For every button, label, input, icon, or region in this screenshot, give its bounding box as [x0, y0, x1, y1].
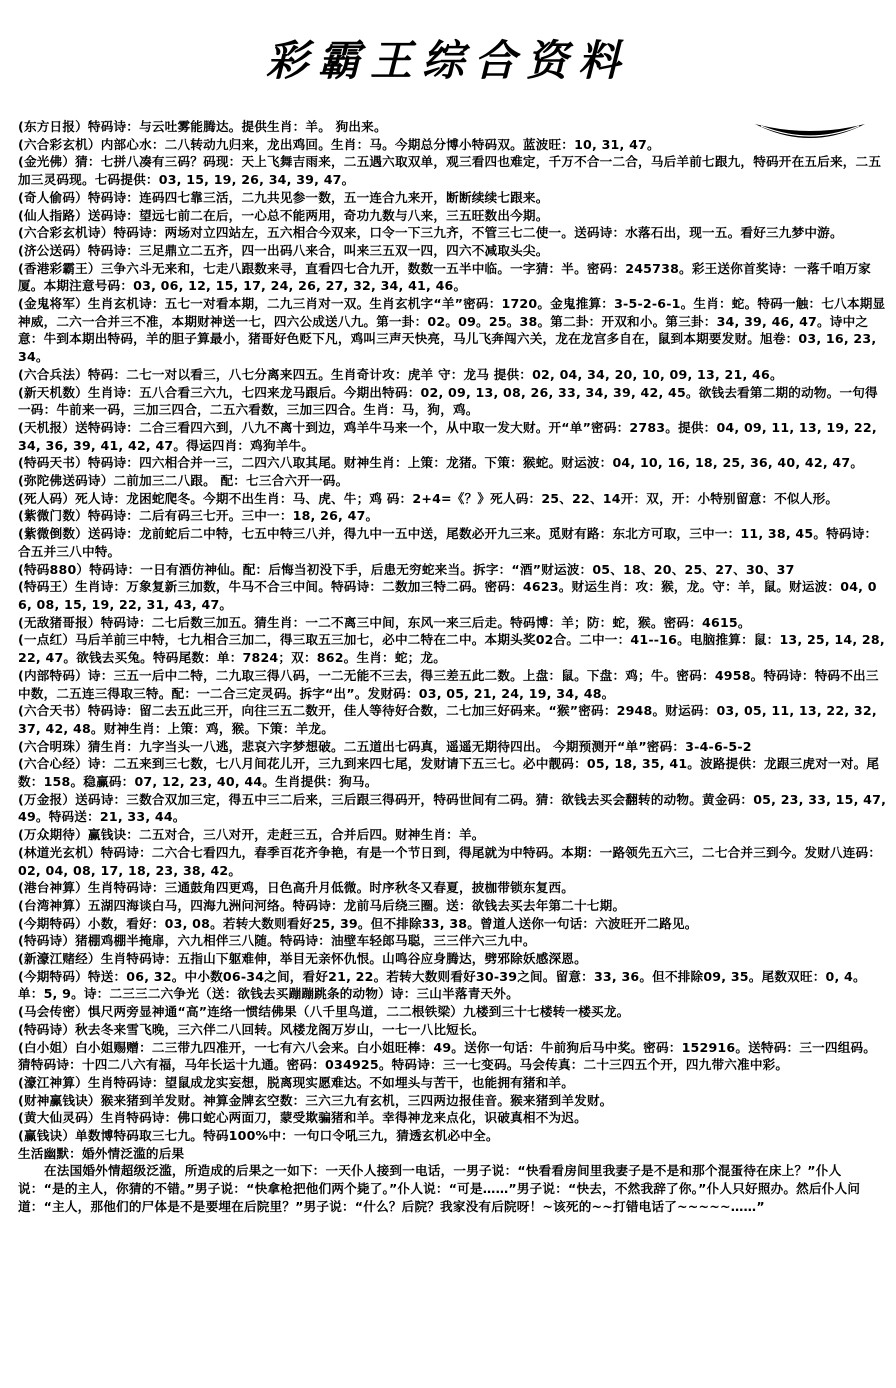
list-item: (万众期待）赢钱诀：二五对合，三八对开，走赶三五，合并后四。财神生肖：羊。	[18, 827, 485, 843]
humor-story	[18, 1145, 888, 1216]
list-item: (特码880）特码诗：一日有酒仿神仙。配：后悔当初没下手，后患无穷蛇来当。拆字：“酒”财运波：05、18、20、25、27、30、37	[18, 561, 795, 577]
list-item: (无敌猪哥报）特码诗：二七后数三加五。猜生肖：一二不离三中间，东风一来三后走。特码博：羊；防：蛇，猴。密码：4615。	[18, 614, 751, 630]
story-body: 在法国婚外情超级泛滥，所造成的后果之一如下：一天仆人接到一电话，一男子说：“快看看房间里我妻子是不是和那个混蛋待在床上？”仆人说：“是的主人，你猜的不错。”男子说：“快拿枪把他们两个毙了。”仆人说：“可是……”男子说：“快去，不然我辞了你。”仆人只好照办。然后仆人问道：“主人，那他们的尸体是不是要埋在后院里？”男子说：“什么？后院？我家没有后院呀！~该死的~~打错电话了~~~~~……”	[18, 1163, 861, 1214]
page-title: 彩霸王综合资料	[265, 36, 630, 85]
list-item: (弥陀佛送码诗）二前加三二八跟。 配：七三合六开一码。	[18, 473, 349, 489]
list-item: (林道光玄机）特码诗：二六合七看四九，春季百花齐争艳，有是一个节日到，得尾就为中特码。本期：一路领先五六三，二七合并三到今。发财八连码：02, 04, 08, 17, 18, 23, 38, 42。	[18, 844, 882, 878]
list-item: (六合兵法）特码：二七一对以看三，八七分离来四五。生肖奇计攻：虎羊 守：龙马 提供：02, 04, 34, 20, 10, 09, 13, 21, 46。	[18, 366, 783, 382]
list-item: (奇人偷码）特码诗：连码四七靠三活，二九共见参一数，五一连合九来开，断断续续七跟来。	[18, 189, 549, 205]
list-item: (今期特码）小数，看好：03, 08。若转大数则看好25, 39。但不排除33, 38。曾道人送你一句话：六波旺开二路见。	[18, 915, 698, 931]
list-item: (特码诗）秋去冬来雪飞晚，三六伴二八回转。风楼龙阁万岁山，一七一八比短长。	[18, 1021, 485, 1037]
list-item: (台湾神算）五湖四海谈白马，四海九洲问河络。特码诗：龙前马后绕三圈。送：欲钱去买去年第二十七期。	[18, 897, 626, 913]
list-item: (金光佛）猜：七拼八凑有三码？码现：天上飞舞吉雨来，二五遇六取双单，观三看四也难定，千万不合一二合，马后羊前七跟九，特码开在五后来，二五加三灵码现。七码提供：03, 15, 19, 26, 34, 39, 47。	[18, 154, 882, 188]
list-item: (港台神算）生肖特码诗：三通鼓角四更鸡，日色高升月低微。时序秋冬又春夏，披枷带锁东复西。	[18, 880, 575, 896]
list-item: (马会传密）惧尺两旁显神通“高”连络一惯结佛果（八千里鸟道，二二根铁梁）九楼到三十七楼转一楼买龙。	[18, 1004, 630, 1020]
list-item: (六合彩玄机诗）特码诗：两场对立四站左，五六相合今双来，口令一下三九齐，不管三七二使一。送码诗：水落石出，现一五。看好三九梦中游。	[18, 225, 843, 241]
list-item: (一点红）马后羊前三中特，七九相合三加二，得三取五三加七，必中二特在二中。本期头奖02合。二中一：41--16。电脑推算：鼠：13, 25, 14, 28, 22, 47。欲钱去买兔。特码尾数：单：7824；双：862。生肖：蛇；龙。	[18, 632, 885, 666]
list-item: (紫微倒数）送码诗：龙前蛇后二中特，七五中特三八并，得九中一五中送，尾数必开九三来。觅财有路：东北方可取，三中一：11, 38, 45。特码诗：合五并三八中特。	[18, 526, 878, 559]
entry-list	[18, 118, 888, 1145]
story-heading: 生活幽默：婚外情泛滥的后果	[18, 1145, 185, 1161]
list-item: (黄大仙灵码）生肖特码诗：佛口蛇心两面刀，蒙受欺骗猪和羊。幸得神龙来点化，识破真相不为迟。	[18, 1110, 587, 1126]
list-item: (万金报）送码诗：三数合双加三定，得五中三二后来，三后跟三得码开，特码世间有二码。猜：欲钱去买会翻转的动物。黄金码：05, 23, 33, 15, 47, 49。特码送：21, 33, 44。	[18, 791, 887, 825]
list-item: (特码天书）特码诗：四六相合并一三，二四六八取其尾。财神生肖：上策：龙猪。下策：猴蛇。财运波：04, 10, 16, 18, 25, 36, 40, 42, 47。	[18, 455, 864, 471]
list-item: (仙人指路）送码诗：望远七前二在后，一心总不能两用，奇功九数与八来，三五旺数出今期。	[18, 207, 549, 223]
list-item: (死人码）死人诗：龙困蛇爬冬。今期不出生肖：马、虎、牛；鸡 码：2+4=《？》死人码：25、22、14开：双，开：小特别留意：不似人形。	[18, 490, 839, 506]
list-item: (新天机数）生肖诗：五八合看三六九，七四来龙马跟后。今期出特码：02, 09, 13, 08, 26, 33, 34, 39, 42, 45。欲钱去看第二期的动物。一句得一码：牛前来一码，三加三四合，二五六看数，三加三四合。生肖：马，狗，鸡。	[18, 384, 878, 418]
list-item: (财神赢钱诀）猴来猪到羊发财。神算金牌玄空数：三六三九有玄机，三四两边报佳音。猴来猪到羊发财。	[18, 1092, 613, 1108]
list-item: (六合彩玄机）内部心水：二八转动九归来，龙出鸡回。生肖：马。今期总分博小特码双。蓝波旺：10, 31, 47。	[18, 136, 660, 152]
list-item: (紫微门数）特码诗：二后有码三七开。三中一：18, 26, 47。	[18, 508, 379, 524]
list-item: (白小姐）白小姐赐赠：二三带九四准开，一七有六八会来。白小姐旺棒：49。送你一句话：牛前狗后马中奖。密码：152916。送特码：三一四组码。猜特码诗：十四二八六有福，马年长运十九通。密码：034925。特码诗：三一七变码。马会传真：二十三四五个开，四九带六准中彩。	[18, 1039, 877, 1073]
list-item: (香港彩霸王）三争六斗无来和，七走八跟数来寻，直看四七合九开，数数一五半中临。一字猜：半。密码：245738。彩王送你首奖诗：一落千咱万家厦。本期注意号码：03, 06, 12, 15, 17, 24, 26, 27, 32, 34, 41, 46。	[18, 260, 871, 294]
list-item: (济公送码）特码诗：三足鼎立二五齐，四一出码八来合，叫来三五双一四，四六不减取头尖。	[18, 242, 549, 258]
list-item: (特码诗）猪棚鸡棚半掩扉，六九相伴三八随。特码诗：油壁车轻郎马聪，三三伴六三九中。	[18, 933, 536, 949]
list-item: (六合心经）诗：二五来到三七数，七八月间花儿开，三九到来四七尾，发财请下五三七。必中靓码：05, 18, 35, 41。波路提供：龙跟三虎对一对。尾数：158。稳赢码：07, 12, 23, 40, 44。生肖提供：狗马。	[18, 756, 880, 790]
list-item: (东方日报）特码诗：与云吐雾能腾达。提供生肖：羊。 狗出来。	[18, 119, 387, 134]
list-item: (新濠江赌经）生肖特码诗：五指山下躯难伸，举目无亲怀仇恨。山鸣谷应身腾达，劈邪除妖感深恩。	[18, 951, 587, 967]
list-item: (今期特码）特送：06, 32。中小数06-34之间，看好21, 22。若转大数则看好30-39之间。留意：33, 36。但不排除09, 35。尾数双旺：0, 4。单：5, 9。诗：二三三二六争光（送：欲钱去买蹦蹦跳条的动物）诗：三山半落青天外。	[18, 968, 866, 1002]
list-item: (六合明珠）猜生肖：九字当头一八逃，悲哀六字梦想破。二五道出七码真，遥遥无期待四出。 今期预测开“单”密码：3-4-6-5-2	[18, 738, 752, 754]
list-item: (濠江神算）生肖特码诗：望鼠成龙实妄想，脱离现实愿难达。不如埋头与苦干，也能拥有猪和羊。	[18, 1074, 575, 1090]
list-item: (特码王）生肖诗：万象复新三加数，牛马不合三中间。特码诗：二数加三特二码。密码：4623。财运生肖：攻：猴，龙。守：羊，鼠。财运波：04, 06, 08, 15, 19, 22, 31, 43, 47。	[18, 579, 877, 612]
main-content	[18, 118, 888, 1216]
list-item: (赢钱诀）单数博特码取三七九。特码100%中：一句口令吼三九，猜透玄机必中全。	[18, 1128, 499, 1144]
list-item: (金鬼将军）生肖玄机诗：五七一对看本期，二九三肖对一双。生肖玄机字“羊”密码：1720。金鬼推算：3-5-2-6-1。生肖：蛇。特码一触：七八本期显神威，二六一合并三不准，本期财神送一七，四六公成送八九。第一卦：02。09。25。38。第二卦：开双和小。第三卦：34, 39, 46, 47。诗中之意：牛到本期出特码，羊的胆子算最小，猪哥好色贬下凡，鸡叫三声天快亮，马儿飞奔闯六关，龙在龙宫多自在，鼠到本期要发财。旭卷：03, 16, 23, 34。	[18, 296, 886, 365]
list-item: (六合天书）特码诗：留二去五此三开，向往三五二数开，佳人等待好合数，二七加三好码来。“猴”密码：2948。财运码：03, 05, 11, 13, 22, 32, 37, 42, 48。财神生肖：上策：鸡，猴。下策：羊龙。	[18, 703, 877, 736]
list-item: (天机报）送特码诗：二合三看四六到，八九不离十到边，鸡羊牛马来一个，从中取一发大财。开“单”密码：2783。提供：04, 09, 11, 13, 19, 22, 34, 36, 39, 41, 42, 47。得运四肖：鸡狗羊牛。	[18, 419, 877, 453]
list-item: (内部特码）诗：三五一后中二特，二九取三得八码，一二无能不三去，得三差五此二数。上盘：鼠。下盘：鸡；牛。密码：4958。特码诗：特码不出三中数，二五连三得取三特。配：一二合三定灵码。拆字“出”。发财码：03, 05, 21, 24, 19, 34, 48。	[18, 667, 879, 701]
